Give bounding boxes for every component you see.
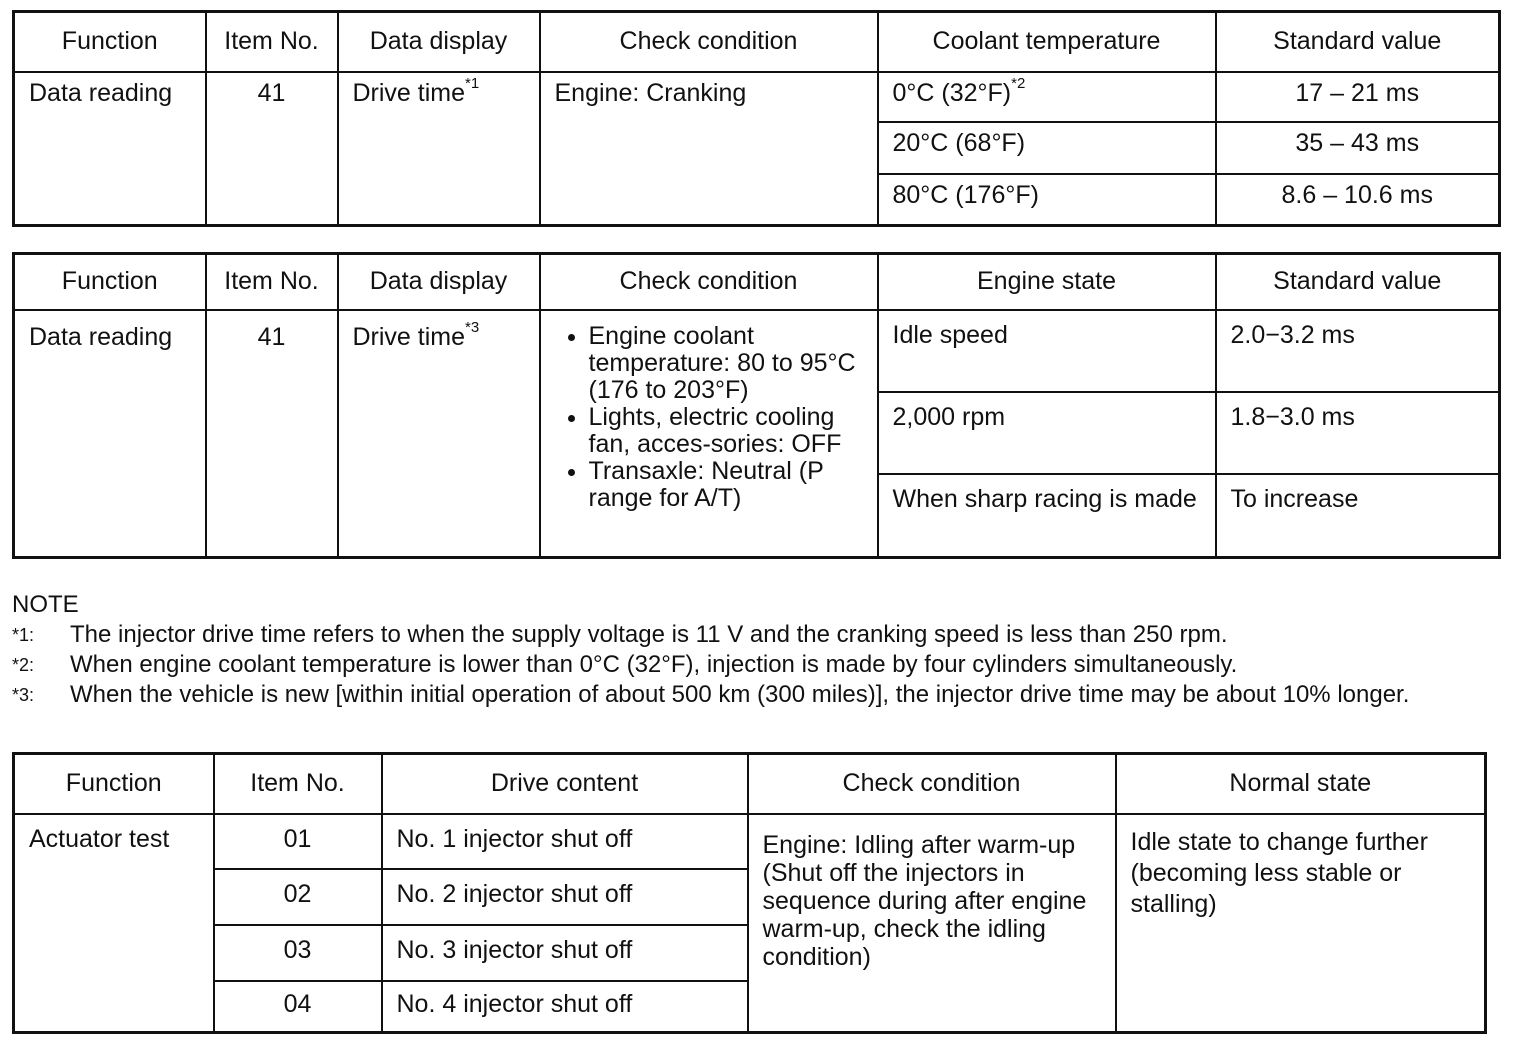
check-condition-cell [540,310,878,558]
data-display-cell [338,310,540,558]
standard-value-cell: 8.6 – 10.6 ms [1216,174,1500,226]
coolant-cell [878,72,1216,122]
standard-value-cell: 35 – 43 ms [1216,122,1500,174]
footnote-mark: *3 [465,318,480,336]
header-check-condition: Check condition [748,754,1116,814]
standard-value-cell: 2.0−3.2 ms [1216,310,1500,392]
note-mark: *2: [12,655,35,675]
item-no-cell: 41 [206,310,338,558]
item-no-cell: 02 [214,869,382,925]
header-item-no: Item No. [214,754,382,814]
normal-state-cell: Idle state to change further (becoming less stable or stalling) [1116,814,1486,1033]
note-item [12,620,1502,650]
standard-value-cell: 17 – 21 ms [1216,72,1500,122]
item-no-cell: 41 [206,72,338,226]
check-condition-cell: Engine: Cranking [540,72,878,226]
check-condition-cell: Engine: Idling after warm-up (Shut off the injectors in sequence during after engine warm-up, check the idling condition) [748,814,1116,1033]
note-text: When engine coolant temperature is lower than 0°C (32°F), injection is made by four cylinders simultaneously. [70,651,1238,678]
note-item [12,680,1502,710]
engine-state-drive-time-table [12,252,1501,559]
note-item [12,650,1502,680]
header-check-condition: Check condition [540,254,878,310]
list-item: • Lights, electric cooling fan, acces-sories: OFF [589,404,869,458]
header-drive-content: Drive content [382,754,748,814]
note-text: The injector drive time refers to when the supply voltage is 11 V and the cranking speed is less than 250 rpm. [70,621,1228,648]
header-standard-value: Standard value [1216,254,1500,310]
drive-content-cell: No. 2 injector shut off [382,869,748,925]
note-mark: *3: [12,685,35,705]
standard-value-cell: To increase [1216,474,1500,558]
header-engine-state: Engine state [878,254,1216,310]
data-display-cell [338,72,540,226]
item-no-cell: 04 [214,981,382,1033]
data-display-text: Drive time [352,322,466,351]
data-display-text: Drive time [352,78,466,107]
function-cell: Data reading [14,310,206,558]
header-normal-state: Normal state [1116,754,1486,814]
list-item: • Transaxle: Neutral (P range for A/T) [589,458,869,512]
actuator-test-table [12,752,1487,1034]
item-no-cell: 03 [214,925,382,981]
drive-content-cell: No. 4 injector shut off [382,981,748,1033]
header-standard-value: Standard value [1216,12,1500,72]
header-item-no: Item No. [206,12,338,72]
header-coolant-temperature: Coolant temperature [878,12,1216,72]
engine-state-cell: Idle speed [878,310,1216,392]
standard-value-cell: 1.8−3.0 ms [1216,392,1500,474]
note-title: NOTE [12,591,79,618]
coolant-text: 0°C (32°F) [892,78,1012,107]
coolant-drive-time-table [12,10,1501,227]
drive-content-cell: No. 3 injector shut off [382,925,748,981]
coolant-cell: 20°C (68°F) [878,122,1216,174]
engine-state-cell: 2,000 rpm [878,392,1216,474]
note-text: When the vehicle is new [within initial operation of about 500 km (300 miles)], the injector drive time may be about 10% longer. [70,681,1410,708]
list-item: • Engine coolant temperature: 80 to 95°C (176 to 203°F) [589,323,869,404]
note-mark: *1: [12,625,35,645]
header-data-display: Data display [338,254,540,310]
footnote-mark: *2 [1011,74,1026,92]
engine-state-cell: When sharp racing is made [878,474,1216,558]
coolant-cell: 80°C (176°F) [878,174,1216,226]
function-cell: Data reading [14,72,206,226]
header-item-no: Item No. [206,254,338,310]
note-section [12,590,1502,710]
header-check-condition: Check condition [540,12,878,72]
drive-content-cell: No. 1 injector shut off [382,814,748,869]
header-function: Function [14,754,214,814]
header-function: Function [14,254,206,310]
header-data-display: Data display [338,12,540,72]
condition-list [541,323,869,512]
function-cell: Actuator test [14,814,214,1033]
item-no-cell: 01 [214,814,382,869]
header-function: Function [14,12,206,72]
footnote-mark: *1 [465,74,480,92]
